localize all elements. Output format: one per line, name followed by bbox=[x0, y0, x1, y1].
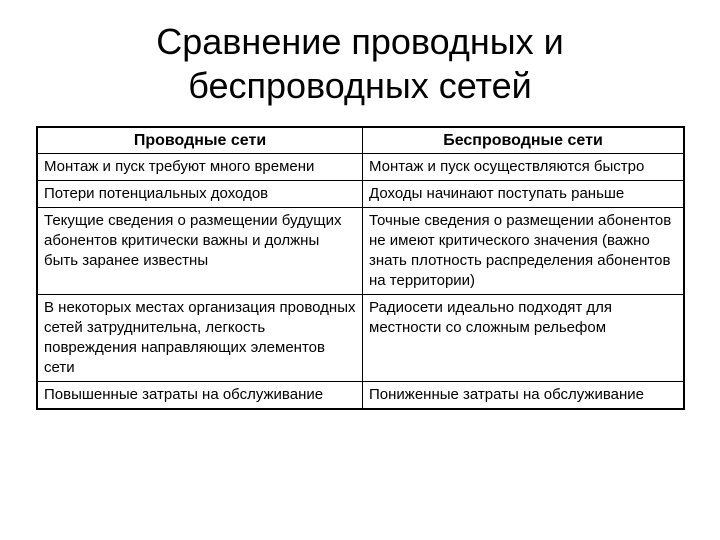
table-row bbox=[37, 208, 684, 295]
slide-title-line-2: беспроводных сетей bbox=[188, 65, 532, 106]
table-cell-wired: Монтаж и пуск требуют много времени bbox=[37, 154, 363, 181]
table-cell-wired: Повышенные затраты на обслуживание bbox=[37, 382, 363, 410]
table-cell-wireless: Радиосети идеально подходят для местности со сложным рельефом bbox=[363, 295, 685, 382]
table-cell-wireless: Пониженные затраты на обслуживание bbox=[363, 382, 685, 410]
comparison-table bbox=[36, 126, 685, 410]
column-header-wireless: Беспроводные сети bbox=[363, 127, 685, 154]
table-cell-wired: Текущие сведения о размещении будущих абонентов критически важны и должны быть заранее известны bbox=[37, 208, 363, 295]
table-row bbox=[37, 181, 684, 208]
table-cell-wired: Потери потенциальных доходов bbox=[37, 181, 363, 208]
table-cell-wireless: Доходы начинают поступать раньше bbox=[363, 181, 685, 208]
slide-title-line-1: Сравнение проводных и bbox=[156, 21, 564, 62]
table-row bbox=[37, 295, 684, 382]
table-header-row bbox=[37, 127, 684, 154]
table-row bbox=[37, 154, 684, 181]
column-header-wired: Проводные сети bbox=[37, 127, 363, 154]
table-cell-wireless: Монтаж и пуск осуществляются быстро bbox=[363, 154, 685, 181]
table-cell-wired: В некоторых местах организация проводных сетей затруднительна, легкость повреждения направляющих элементов сети bbox=[37, 295, 363, 382]
table-row bbox=[37, 382, 684, 410]
slide-title bbox=[0, 20, 720, 108]
table-cell-wireless: Точные сведения о размещении абонентов не имеют критического значения (важно знать плотность распределения абонентов на территории) bbox=[363, 208, 685, 295]
